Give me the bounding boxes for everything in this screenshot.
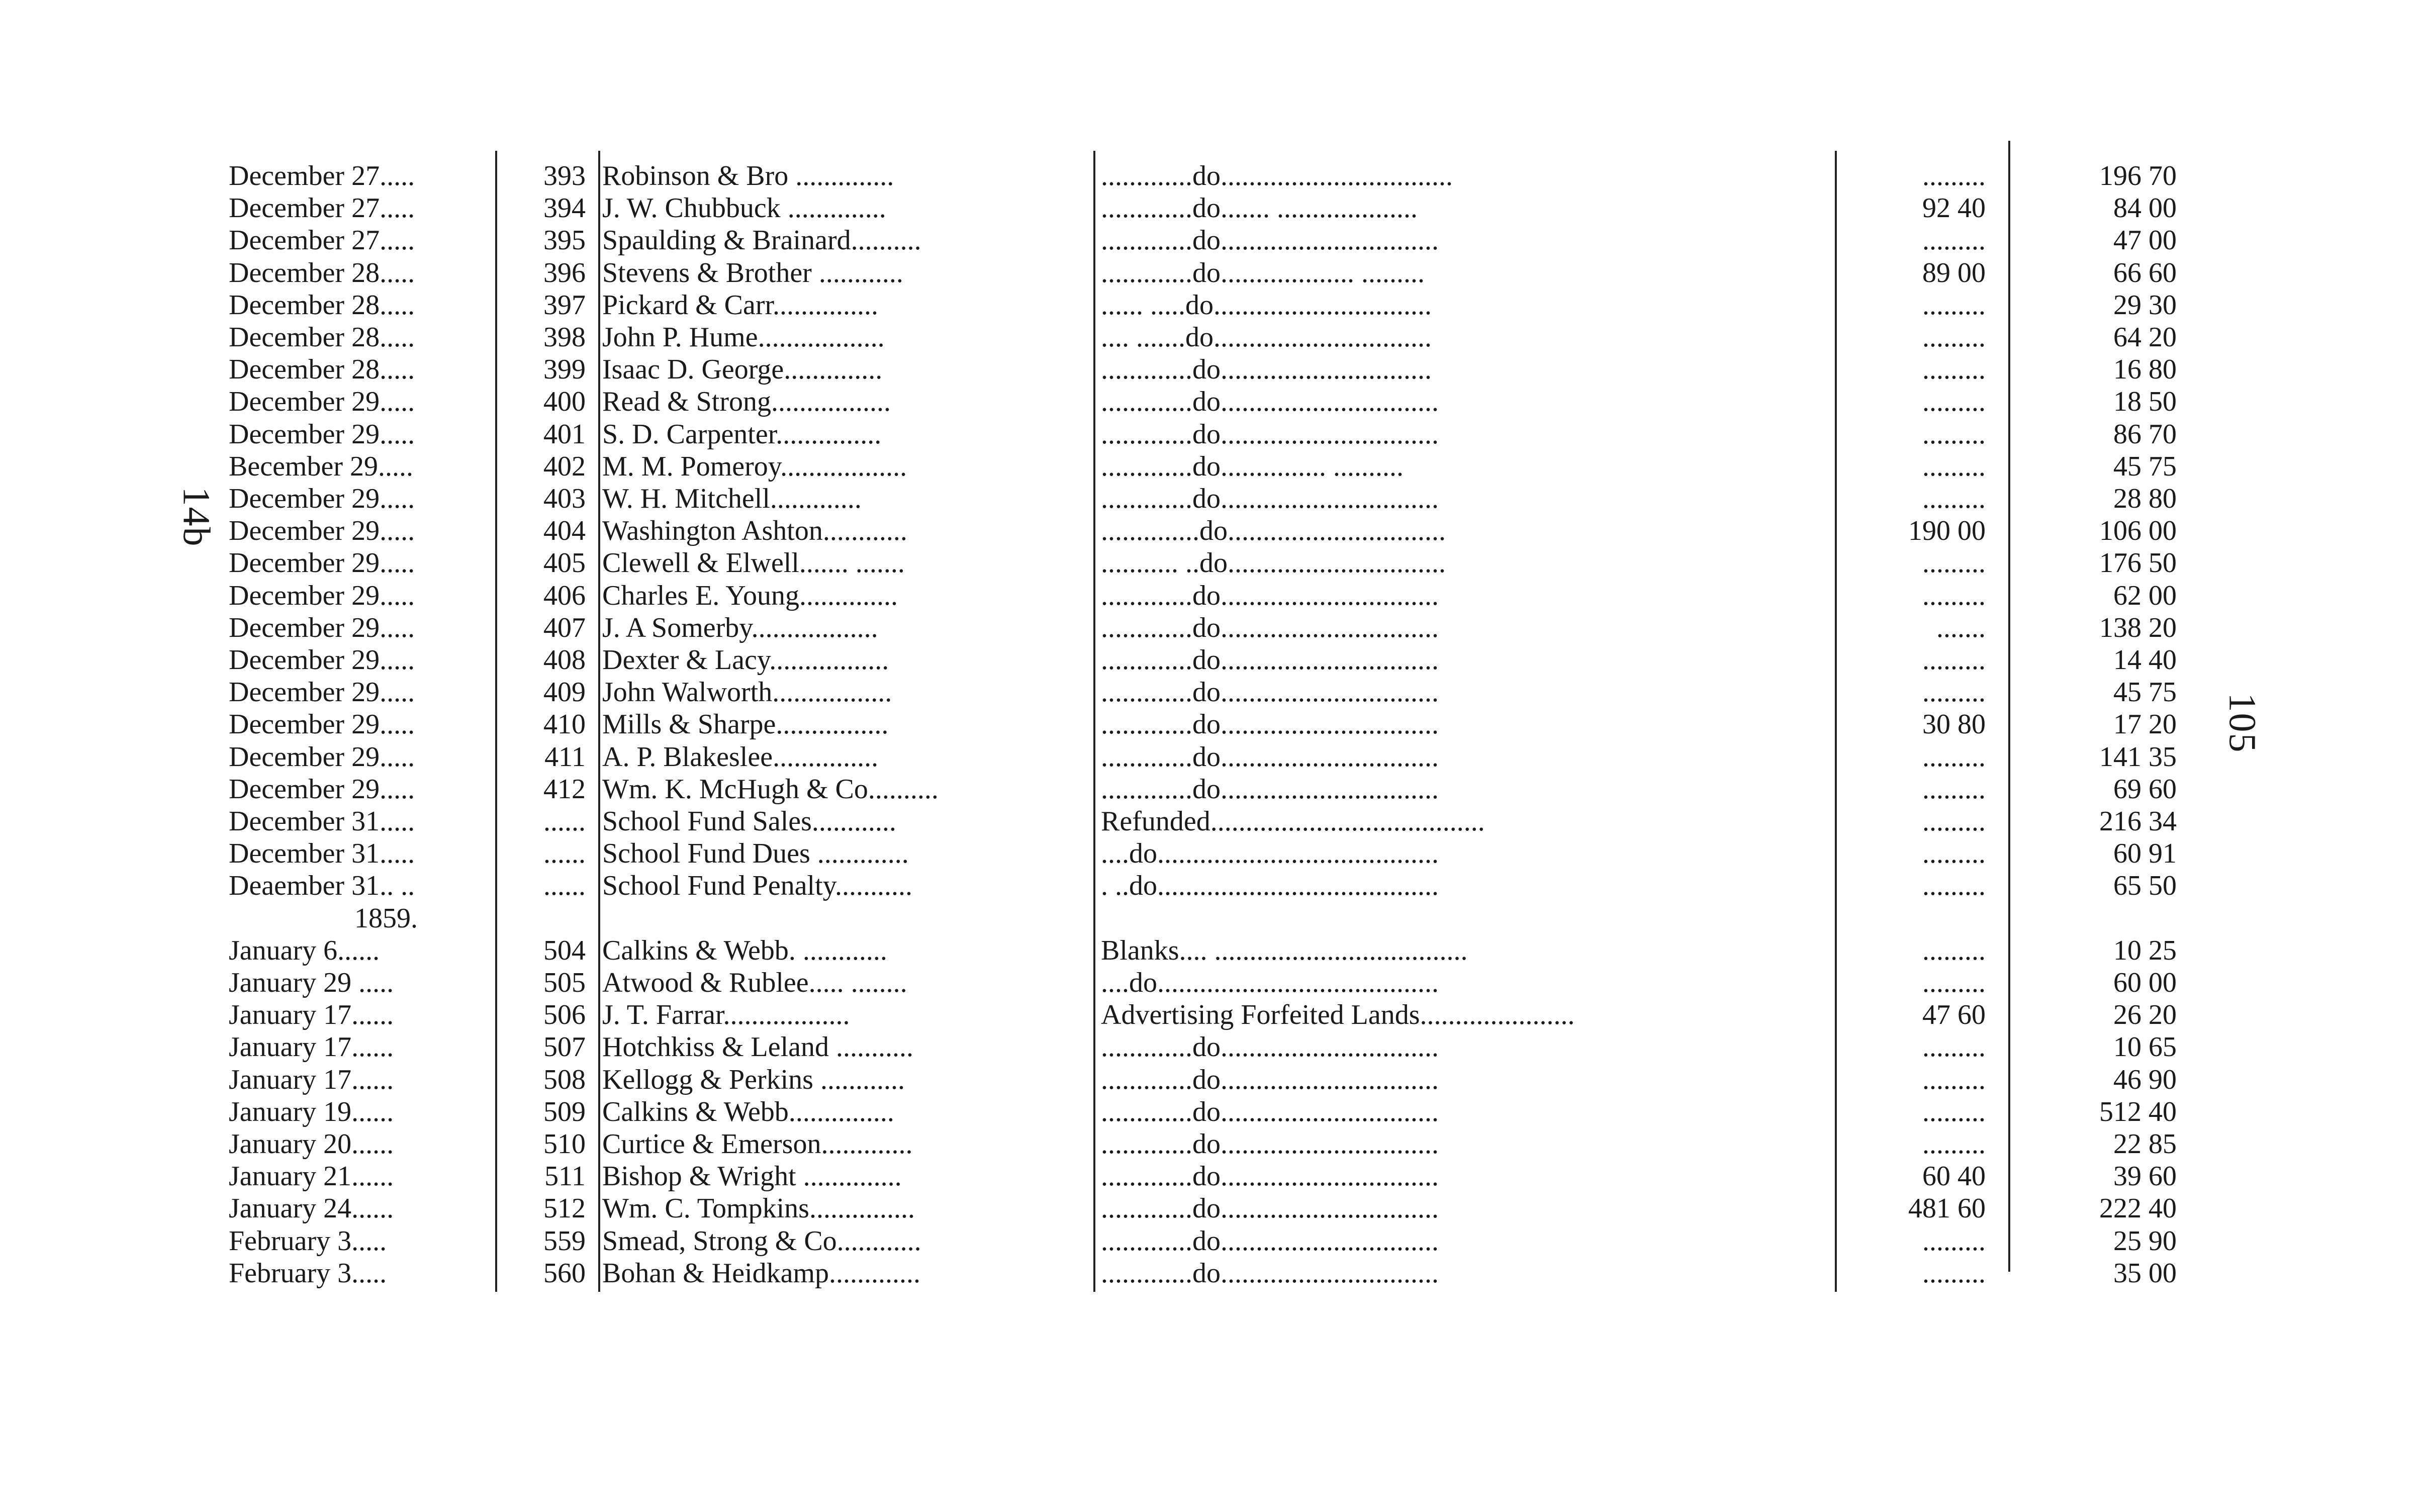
row-date: December 29..... xyxy=(229,644,415,676)
ledger-row xyxy=(0,580,2428,612)
row-amount-b: 60 00 xyxy=(2113,967,2177,998)
row-date: January 17...... xyxy=(229,1064,394,1095)
row-amount-a: ......... xyxy=(1922,677,1986,708)
row-amount-a: 92 40 xyxy=(1922,193,1986,224)
row-description: .............do............................... xyxy=(1101,773,1439,805)
row-amount-a: ......... xyxy=(1922,1031,1986,1063)
row-amount-b: 45 75 xyxy=(2113,677,2177,708)
row-date: December 29..... xyxy=(229,547,415,579)
row-date: February 3..... xyxy=(229,1257,387,1289)
ledger-row xyxy=(0,483,2428,515)
row-date: December 29..... xyxy=(229,386,415,418)
row-voucher-number: 559 xyxy=(543,1225,586,1257)
ledger-row xyxy=(0,870,2428,902)
row-voucher-number: 508 xyxy=(543,1064,586,1095)
row-date: December 31..... xyxy=(229,838,415,870)
row-amount-b: 47 00 xyxy=(2113,225,2177,256)
row-amount-a: ......... xyxy=(1922,289,1986,321)
row-amount-a: 89 00 xyxy=(1922,257,1986,289)
row-payee: Kellogg & Perkins ............ xyxy=(602,1064,905,1095)
row-voucher-number: 398 xyxy=(543,322,586,353)
ledger-row xyxy=(0,418,2428,450)
row-payee: School Fund Sales............ xyxy=(602,806,896,837)
row-description: .............do............................... xyxy=(1101,483,1439,514)
row-amount-b: 69 60 xyxy=(2113,773,2177,805)
row-amount-b: 176 50 xyxy=(2099,547,2177,579)
row-description: .............do............................... xyxy=(1101,1257,1439,1289)
row-payee: Curtice & Emerson............. xyxy=(602,1128,913,1160)
row-description: .............do............................... xyxy=(1101,1161,1439,1192)
row-description: Advertising Forfeited Lands...................... xyxy=(1101,999,1575,1031)
row-amount-b: 65 50 xyxy=(2113,870,2177,902)
row-payee: Dexter & Lacy................. xyxy=(602,644,889,676)
ledger-row xyxy=(0,1031,2428,1063)
row-description: .............do............................... xyxy=(1101,1225,1439,1257)
row-amount-a: 190 00 xyxy=(1908,515,1986,547)
ledger-row xyxy=(0,160,2428,192)
row-date: December 28..... xyxy=(229,354,415,386)
row-voucher-number: ...... xyxy=(543,838,586,870)
row-payee: John Walworth................. xyxy=(602,677,892,708)
row-payee: Charles E. Young.............. xyxy=(602,580,898,611)
row-amount-b: 14 40 xyxy=(2113,644,2177,676)
row-amount-b: 39 60 xyxy=(2113,1161,2177,1192)
row-amount-a: ......... xyxy=(1922,1128,1986,1160)
row-amount-a: ......... xyxy=(1922,741,1986,773)
row-date: December 28..... xyxy=(229,289,415,321)
row-amount-a: ......... xyxy=(1922,386,1986,418)
year-heading-row xyxy=(0,902,2428,934)
row-amount-b: 25 90 xyxy=(2113,1225,2177,1257)
row-amount-a: ......... xyxy=(1922,547,1986,579)
row-date: December 29..... xyxy=(229,515,415,547)
row-voucher-number: 412 xyxy=(543,773,586,805)
row-date: December 29..... xyxy=(229,741,415,773)
row-payee: Clewell & Elwell....... ....... xyxy=(602,547,905,579)
ledger-row xyxy=(0,257,2428,289)
row-amount-a: 481 60 xyxy=(1908,1193,1986,1224)
row-amount-b: 28 80 xyxy=(2113,483,2177,514)
row-voucher-number: 410 xyxy=(543,709,586,740)
row-date: January 6...... xyxy=(229,934,380,966)
ledger-row xyxy=(0,612,2428,644)
row-date: December 27..... xyxy=(229,225,415,256)
row-description: .............do............................... xyxy=(1101,1128,1439,1160)
row-amount-a xyxy=(1840,902,1986,934)
row-description: .............do............................... xyxy=(1101,1064,1439,1095)
row-description: Blanks.... .................................... xyxy=(1101,934,1468,966)
row-payee: School Fund Dues ............. xyxy=(602,838,909,870)
row-date: December 27..... xyxy=(229,193,415,224)
row-payee: Atwood & Rublee..... ........ xyxy=(602,967,907,998)
row-amount-a: ......... xyxy=(1922,934,1986,966)
ledger-row xyxy=(0,1128,2428,1160)
ledger-row xyxy=(0,386,2428,418)
row-date: 1859. xyxy=(354,902,418,934)
row-amount-b: 45 75 xyxy=(2113,450,2177,482)
row-voucher-number: 396 xyxy=(543,257,586,289)
row-payee: Wm. C. Tompkins............... xyxy=(602,1193,915,1224)
row-amount-b: 106 00 xyxy=(2099,515,2177,547)
row-voucher-number: 506 xyxy=(543,999,586,1031)
row-description: .............do.............................. xyxy=(1101,354,1432,386)
row-amount-a: ......... xyxy=(1922,1096,1986,1127)
row-payee xyxy=(602,902,1090,934)
row-description: .............do............................... xyxy=(1101,612,1439,643)
row-description: ........... ..do............................... xyxy=(1101,547,1446,579)
ledger-row xyxy=(0,1257,2428,1289)
row-amount-b xyxy=(2031,902,2177,934)
page-label-left: 14b xyxy=(175,487,218,547)
row-amount-b: 512 40 xyxy=(2099,1096,2177,1127)
row-description: .............do............................... xyxy=(1101,677,1439,708)
row-payee: S. D. Carpenter............... xyxy=(602,418,882,450)
row-payee: A. P. Blakeslee............... xyxy=(602,741,879,773)
row-payee: W. H. Mitchell............. xyxy=(602,483,862,514)
row-amount-a: ......... xyxy=(1922,225,1986,256)
row-description: .............do................... ......... xyxy=(1101,257,1425,289)
row-amount-b: 141 35 xyxy=(2099,741,2177,773)
row-amount-b: 10 65 xyxy=(2113,1031,2177,1063)
ledger-row xyxy=(0,1160,2428,1192)
row-payee: Calkins & Webb............... xyxy=(602,1096,894,1127)
ledger-row xyxy=(0,515,2428,547)
ledger-row xyxy=(0,1096,2428,1128)
row-date: January 24...... xyxy=(229,1193,394,1224)
ledger-row xyxy=(0,967,2428,999)
row-payee: Calkins & Webb. ............ xyxy=(602,934,887,966)
row-date: Becember 29..... xyxy=(229,450,413,482)
row-description: .............do............................... xyxy=(1101,644,1439,676)
row-amount-a: 30 80 xyxy=(1922,709,1986,740)
row-amount-a: ......... xyxy=(1922,870,1986,902)
row-voucher-number: ...... xyxy=(543,806,586,837)
ledger-row xyxy=(0,450,2428,483)
row-date: December 28..... xyxy=(229,322,415,353)
row-voucher-number: ...... xyxy=(543,870,586,902)
ledger-row xyxy=(0,321,2428,353)
row-description xyxy=(1101,902,1825,934)
row-voucher-number: 509 xyxy=(543,1096,586,1127)
row-amount-b: 17 20 xyxy=(2113,709,2177,740)
row-date: December 27..... xyxy=(229,160,415,192)
row-description: .............do................................. xyxy=(1101,160,1453,192)
row-amount-b: 10 25 xyxy=(2113,934,2177,966)
row-amount-b: 22 85 xyxy=(2113,1128,2177,1160)
row-description: .............do............................... xyxy=(1101,1031,1439,1063)
row-date: January 17...... xyxy=(229,1031,394,1063)
row-date: December 28..... xyxy=(229,257,415,289)
row-description: .............do............................... xyxy=(1101,741,1439,773)
row-amount-a: 60 40 xyxy=(1922,1161,1986,1192)
row-amount-a: ......... xyxy=(1922,1257,1986,1289)
row-voucher-number xyxy=(508,902,586,934)
ledger-row xyxy=(0,999,2428,1031)
row-date: December 31..... xyxy=(229,806,415,837)
row-amount-b: 35 00 xyxy=(2113,1257,2177,1289)
row-description: .............do............................... xyxy=(1101,1096,1439,1127)
row-amount-b: 46 90 xyxy=(2113,1064,2177,1095)
row-date: December 29..... xyxy=(229,580,415,611)
row-date: December 29..... xyxy=(229,709,415,740)
row-date: December 29..... xyxy=(229,418,415,450)
ledger-row xyxy=(0,676,2428,708)
row-payee: Stevens & Brother ............ xyxy=(602,257,903,289)
row-amount-a: ......... xyxy=(1922,418,1986,450)
row-date: Deaember 31.. .. xyxy=(229,870,415,902)
row-description: ....do........................................ xyxy=(1101,838,1439,870)
row-payee: Spaulding & Brainard.......... xyxy=(602,225,921,256)
row-description: .............do............................... xyxy=(1101,709,1439,740)
row-date: January 19...... xyxy=(229,1096,394,1127)
row-amount-b: 216 34 xyxy=(2099,806,2177,837)
row-amount-b: 18 50 xyxy=(2113,386,2177,418)
row-amount-a: ......... xyxy=(1922,967,1986,998)
row-description: ..............do............................... xyxy=(1101,515,1446,547)
row-description: ....do........................................ xyxy=(1101,967,1439,998)
row-voucher-number: 403 xyxy=(543,483,586,514)
row-description: ...... .....do............................... xyxy=(1101,289,1432,321)
row-description: . ..do........................................ xyxy=(1101,870,1439,902)
row-description: .............do............................... xyxy=(1101,1193,1439,1224)
row-description: .............do............................... xyxy=(1101,386,1439,418)
row-amount-a: ....... xyxy=(1936,612,1986,643)
row-voucher-number: 395 xyxy=(543,225,586,256)
row-amount-a: ......... xyxy=(1922,160,1986,192)
row-voucher-number: 401 xyxy=(543,418,586,450)
row-description: .... .......do............................... xyxy=(1101,322,1432,353)
row-payee: School Fund Penalty........... xyxy=(602,870,913,902)
row-amount-b: 84 00 xyxy=(2113,193,2177,224)
row-date: January 17...... xyxy=(229,999,394,1031)
ledger-row xyxy=(0,644,2428,676)
row-amount-a: ......... xyxy=(1922,354,1986,386)
row-description: .............do............... .......... xyxy=(1101,450,1404,482)
row-payee: John P. Hume.................. xyxy=(602,322,885,353)
row-voucher-number: 407 xyxy=(543,612,586,643)
ledger-row xyxy=(0,805,2428,837)
row-date: December 29..... xyxy=(229,612,415,643)
row-description: Refunded....................................... xyxy=(1101,806,1485,837)
ledger-row xyxy=(0,192,2428,224)
row-voucher-number: 409 xyxy=(543,677,586,708)
row-amount-b: 29 30 xyxy=(2113,289,2177,321)
row-amount-b: 86 70 xyxy=(2113,418,2177,450)
row-date: January 20...... xyxy=(229,1128,394,1160)
row-payee: Wm. K. McHugh & Co.......... xyxy=(602,773,939,805)
row-date: December 29..... xyxy=(229,773,415,805)
row-amount-a: ......... xyxy=(1922,483,1986,514)
ledger-row xyxy=(0,837,2428,870)
row-payee: Bohan & Heidkamp............. xyxy=(602,1257,921,1289)
row-voucher-number: 397 xyxy=(543,289,586,321)
row-description: .............do............................... xyxy=(1101,418,1439,450)
row-voucher-number: 511 xyxy=(544,1161,586,1192)
row-voucher-number: 510 xyxy=(543,1128,586,1160)
row-description: .............do............................... xyxy=(1101,225,1439,256)
row-voucher-number: 504 xyxy=(543,934,586,966)
row-voucher-number: 507 xyxy=(543,1031,586,1063)
ledger-row xyxy=(0,353,2428,386)
row-voucher-number: 400 xyxy=(543,386,586,418)
row-amount-a: ......... xyxy=(1922,322,1986,353)
ledger-row xyxy=(0,224,2428,256)
row-payee: Bishop & Wright .............. xyxy=(602,1161,902,1192)
row-voucher-number: 560 xyxy=(543,1257,586,1289)
row-date: February 3..... xyxy=(229,1225,387,1257)
row-payee: Smead, Strong & Co............ xyxy=(602,1225,921,1257)
row-amount-a: ......... xyxy=(1922,644,1986,676)
row-voucher-number: 394 xyxy=(543,193,586,224)
row-payee: Washington Ashton............ xyxy=(602,515,907,547)
row-voucher-number: 512 xyxy=(543,1193,586,1224)
row-payee: J. A Somerby.................. xyxy=(602,612,878,643)
ledger-row xyxy=(0,1064,2428,1096)
row-voucher-number: 393 xyxy=(543,160,586,192)
row-voucher-number: 405 xyxy=(543,547,586,579)
row-payee: J. W. Chubbuck .............. xyxy=(602,193,886,224)
row-voucher-number: 399 xyxy=(543,354,586,386)
ledger-row xyxy=(0,934,2428,967)
row-payee: Pickard & Carr............... xyxy=(602,289,879,321)
ledger-row xyxy=(0,1225,2428,1257)
ledger-row xyxy=(0,773,2428,805)
row-voucher-number: 411 xyxy=(544,741,586,773)
row-amount-b: 62 00 xyxy=(2113,580,2177,611)
ledger-row xyxy=(0,708,2428,740)
row-amount-a: ......... xyxy=(1922,806,1986,837)
ledger-row xyxy=(0,1192,2428,1224)
row-amount-b: 138 20 xyxy=(2099,612,2177,643)
row-amount-b: 196 70 xyxy=(2099,160,2177,192)
row-payee: M. M. Pomeroy.................. xyxy=(602,450,907,482)
row-payee: Read & Strong................. xyxy=(602,386,891,418)
row-amount-a: ......... xyxy=(1922,580,1986,611)
row-payee: Hotchkiss & Leland ........... xyxy=(602,1031,914,1063)
row-voucher-number: 408 xyxy=(543,644,586,676)
row-amount-b: 222 40 xyxy=(2099,1193,2177,1224)
page-number: 105 xyxy=(2221,693,2264,753)
row-payee: J. T. Farrar.................. xyxy=(602,999,850,1031)
row-date: December 29..... xyxy=(229,483,415,514)
row-amount-a: ......... xyxy=(1922,1225,1986,1257)
ledger-row xyxy=(0,547,2428,579)
row-amount-b: 26 20 xyxy=(2113,999,2177,1031)
ledger-row xyxy=(0,289,2428,321)
row-description: .............do....... .................... xyxy=(1101,193,1418,224)
row-amount-a: ......... xyxy=(1922,773,1986,805)
row-amount-a: ......... xyxy=(1922,838,1986,870)
row-payee: Isaac D. George.............. xyxy=(602,354,883,386)
row-amount-a: 47 60 xyxy=(1922,999,1986,1031)
row-amount-b: 64 20 xyxy=(2113,322,2177,353)
row-description: .............do............................... xyxy=(1101,580,1439,611)
row-voucher-number: 402 xyxy=(543,450,586,482)
row-amount-b: 16 80 xyxy=(2113,354,2177,386)
row-date: January 29 ..... xyxy=(229,967,394,998)
row-date: January 21...... xyxy=(229,1161,394,1192)
row-amount-b: 60 91 xyxy=(2113,838,2177,870)
ledger-row xyxy=(0,741,2428,773)
row-voucher-number: 406 xyxy=(543,580,586,611)
row-payee: Robinson & Bro .............. xyxy=(602,160,894,192)
row-date: December 29..... xyxy=(229,677,415,708)
row-amount-b: 66 60 xyxy=(2113,257,2177,289)
row-payee: Mills & Sharpe................ xyxy=(602,709,889,740)
row-amount-a: ......... xyxy=(1922,1064,1986,1095)
row-voucher-number: 505 xyxy=(543,967,586,998)
row-voucher-number: 404 xyxy=(543,515,586,547)
row-amount-a: ......... xyxy=(1922,450,1986,482)
